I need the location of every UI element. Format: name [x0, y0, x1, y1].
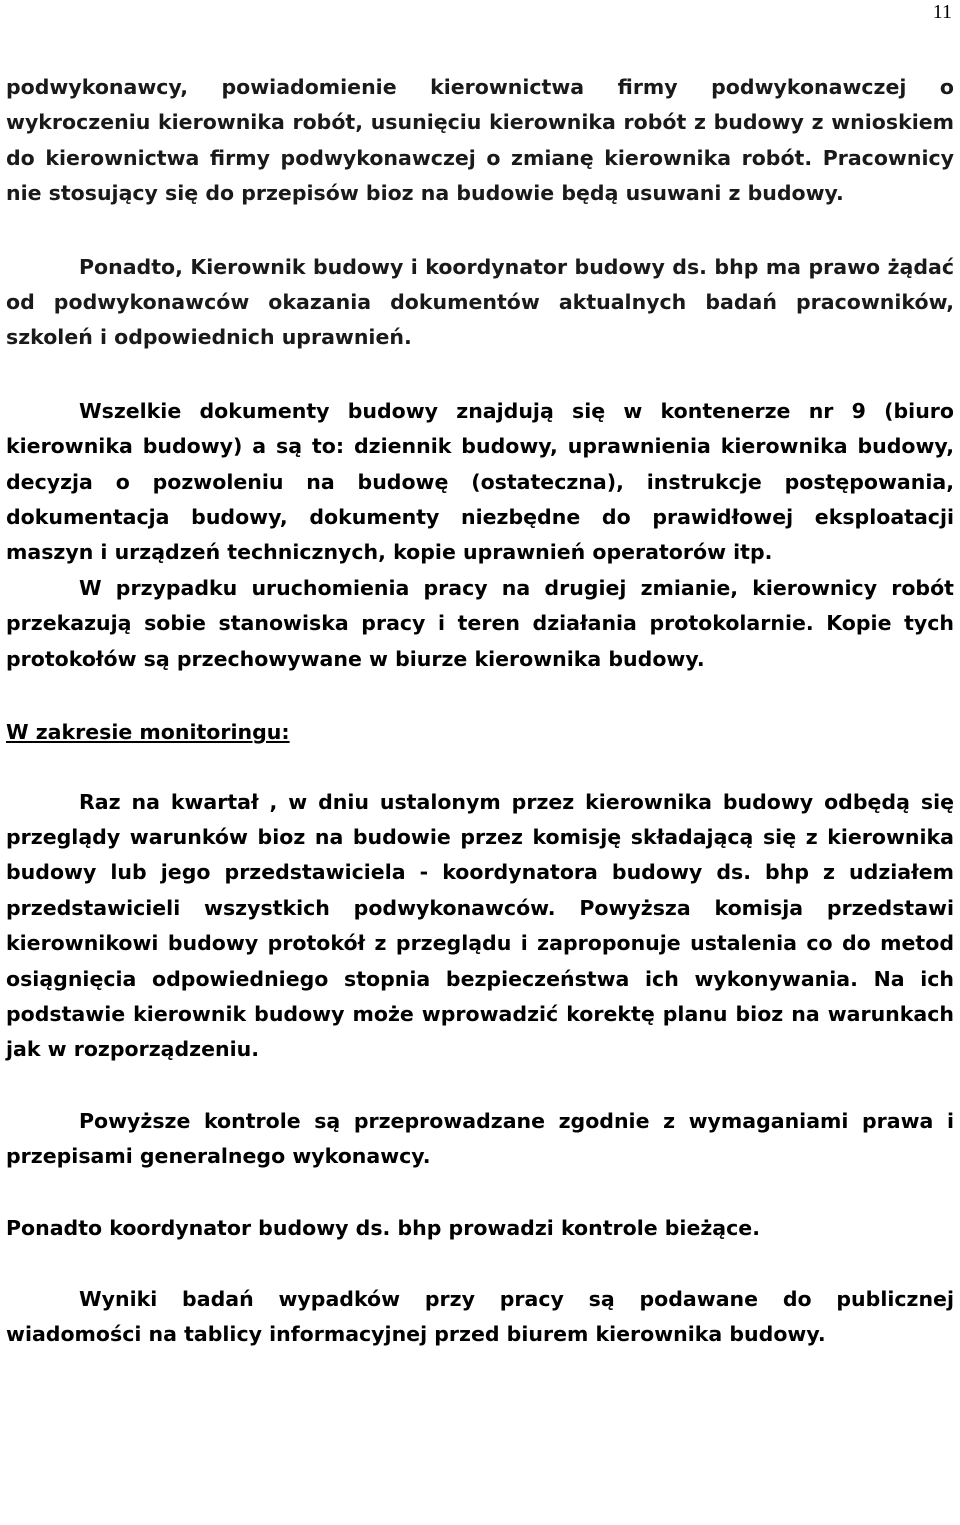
document-body: [6, 70, 954, 1353]
paragraph-site-documents: Wszelkie dokumenty budowy znajdują się w kontenerze nr 9 (biuro kierownika budowy) a są to: dziennik budowy, uprawnienia kierownika budowy, decyzja o pozwoleniu na budowę (ostateczna), instrukcje postępowania, dokumentacja budowy, dokumenty niezbędne do prawidłowej eksploatacji maszyn i urządzeń technicznych, kopie uprawnień operatorów itp.: [6, 398, 954, 565]
paragraph-quarterly-inspection: Raz na kwartał , w dniu ustalonym przez kierownika budowy odbędą się przeglądy warunków bioz na budowie przez komisję składającą się z kierownika budowy lub jego przedstawiciela - koordynatora budowy ds. bhp z udziałem przedstawicieli wszystkich podwykonawców. Powyższa komisja przedstawi kierownikowi budowy protokół z przeglądu i zaproponuje ustalenia co do metod osiągnięcia odpowiedniego stopnia bezpieczeństwa ich wykonywania. Na ich podstawie kierownik budowy może wprowadzić korektę planu bioz na warunkach jak w rozporządzeniu.: [6, 789, 954, 1062]
paragraph-subcontractor-removal: podwykonawcy, powiadomienie kierownictwa firmy podwykonawczej o wykroczeniu kierownika robót, usunięciu kierownika robót z budowy z wnioskiem do kierownictwa firmy podwykonawczej o zmianę kierownika robót. Pracownicy nie stosujący się do przepisów bioz na budowie będą usuwani z budowy.: [6, 75, 954, 206]
section-heading-monitoring: W zakresie monitoringu:: [6, 720, 290, 745]
paragraph-document-rights: Ponadto, Kierownik budowy i koordynator budowy ds. bhp ma prawo żądać od podwykonawców okazania dokumentów aktualnych badań pracowników, szkoleń i odpowiednich uprawnień.: [6, 254, 954, 350]
page-number: 11: [932, 1, 952, 23]
paragraph-spacer: [6, 677, 954, 715]
paragraph-spacer: [6, 212, 954, 250]
paragraph-spacer: [6, 1175, 954, 1211]
paragraph-spacer: [6, 1068, 954, 1104]
paragraph-accident-results: Wyniki badań wypadków przy pracy są podawane do publicznej wiadomości na tablicy informacyjnej przed biurem kierownika budowy.: [6, 1286, 954, 1347]
paragraph-spacer: [6, 1246, 954, 1282]
paragraph-spacer: [6, 751, 954, 785]
paragraph-legal-compliance: Powyższe kontrole są przeprowadzane zgodnie z wymaganiami prawa i przepisami generalnego wykonawcy.: [6, 1108, 954, 1169]
paragraph-ongoing-controls: Ponadto koordynator budowy ds. bhp prowadzi kontrole bieżące.: [6, 1215, 760, 1240]
paragraph-spacer: [6, 356, 954, 394]
paragraph-shift-handover: W przypadku uruchomienia pracy na drugiej zmianie, kierownicy robót przekazują sobie stanowiska pracy i teren działania protokolarnie. Kopie tych protokołów są przechowywane w biurze kierownika budowy.: [6, 575, 954, 671]
